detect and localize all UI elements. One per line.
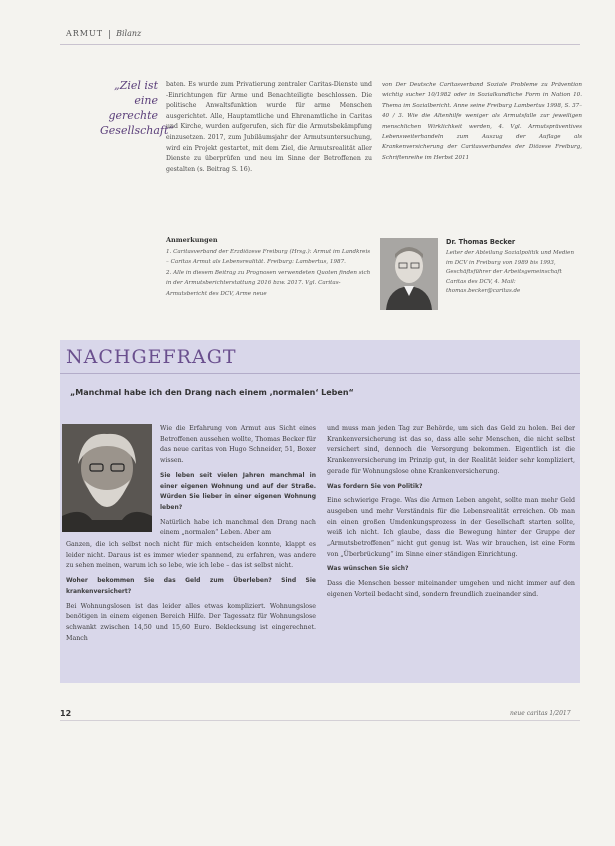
notes-title: Anmerkungen xyxy=(166,236,218,244)
footer-rule xyxy=(60,720,580,721)
answer-3: Eine schwierige Frage. Was die Armen Leben angeht, sollte man mehr Geld ausgeben und mehr Verständnis für die Lebensrealität erreichen. Ob man ein einen großen Umdenkungsprozess in der Gesellschaft starten sollte, weiß ich nicht. Ich glaube, dass die Bewegung hinter der Gruppe der „Armutsbetroffenen“ nicht gut genug ist. Was wir brauchen, ist eine Form von „Überbrückung“ im Sinne einer ständigen Einrichtung. xyxy=(327,497,575,558)
answer-1a: Natürlich habe ich manchmal den Drang nach einem „normalen“ Leben. Aber am xyxy=(160,518,316,537)
interview-column-1 xyxy=(160,424,316,543)
answer-4: Dass die Menschen besser miteinander umgehen und nicht immer auf den eigenen Vorteil bedacht sind, sondern freundlich zueinander sind. xyxy=(327,580,575,598)
author-bio: Leiter der Abteilung Sozialpolitik und Medien im DCV in Freiburg von 1989 bis 1993, Geschäftsführer der Arbeitsgemeinschaft Caritas des DCV, 4. Mail: thomas.becker@caritas.de xyxy=(446,250,574,295)
notes-list xyxy=(166,247,372,299)
article-text-2: von Der Deutsche Caritasverband Soziale Probleme zu Prävention wichtig sucher 10/1982 oder in Sozialkundliche Form in Nation 10. Thema im Sozialbericht. Anne seine Freiburg Lambertus 1998, S. 37–40 / 3. Wie die Altenhilfe weniger als Armutsfalle zur jeweiligen menschlichen Wirklichkeit werden, 4. Vgl. Armutspräventives Lebensweiterhandeln zum Auszug der Auflage als Krankenversicherung der Caritasverbandes der Diözese Freiburg, Schriftenreihe im Herbst 2011 xyxy=(382,82,582,161)
question-4: Was wünschen Sie sich? xyxy=(327,565,409,573)
answer-2: Bei Wohnungslosen ist das leider alles etwas kompliziert. Wohnungslose benötigen in einem eigenen Bereich Hilfe. Der Tagessatz für Wohnungslose schwankt zwischen 14,50 und 15,60 Euro. Beklecksung ist eingerechnet. Manch xyxy=(66,602,316,642)
interview-heading: „Manchmal habe ich den Drang nach einem ‚normalen‘ Leben“ xyxy=(70,388,354,397)
interview-column-1-lower xyxy=(66,540,316,648)
running-header xyxy=(66,29,141,39)
author-name: Dr. Thomas Becker xyxy=(446,238,516,246)
interviewee-photo xyxy=(62,424,152,532)
interview-intro: Wie die Erfahrung von Armut aus Sicht eines Betroffenen aussehen wollte, Thomas Becker für das neue caritas von Hugo Schneider, 51, Boxer wissen. xyxy=(160,425,316,465)
header-rule xyxy=(60,44,580,45)
answer-2-continued: und muss man jeden Tag zur Behörde, um sich das Geld zu holen. Bei der Krankenversicherung ist das so, dass alle sehr Menschen, die nicht selbst versichert sind, dennoch die Versorgung bekommen. Eigentlich ist die Krankenversicherung im Prinzip gut, in der Realität leider sehr kompliziert, gerade für Wohnungslose ohne Krankenversicherung. xyxy=(327,425,575,475)
question-1: Sie leben seit vielen Jahren manchmal in einer eigenen Wohnung und auf der Straße. Würden Sie lieber in einer eigenen Wohnung leben? xyxy=(160,471,316,511)
author-photo xyxy=(380,238,438,310)
note-item: 2. Alle in diesem Beitrag zu Prognosen verwendeten Quoten finden sich in der Armutsberichterstattung 2016 bzw. 2017. Vgl. Caritas-Armutsbericht des DCV, Arme neue xyxy=(166,269,371,297)
question-3: Was fordern Sie von Politik? xyxy=(327,482,423,490)
author-portrait-image xyxy=(380,238,438,310)
pull-quote: „Ziel ist eine gerechte Gesellschaft“ xyxy=(100,79,175,137)
question-2: Woher bekommen Sie das Geld zum Überleben? Sind Sie krankenversichert? xyxy=(66,577,316,595)
section-label: ARMUT xyxy=(66,29,104,38)
note-item: 1. Caritasverband der Erzdiözese Freiburg (Hrsg.): Armut im Landkreis – Caritas Armut als Lebensrealität. Freiburg: Lambertus, 1987. xyxy=(166,249,371,266)
footer-publication: neue caritas 1/2017 xyxy=(510,710,571,717)
box-title-rule xyxy=(60,373,580,374)
interview-column-2 xyxy=(327,424,575,605)
article-column-1 xyxy=(166,80,372,175)
interviewee-portrait-image xyxy=(62,424,152,532)
article-column-2 xyxy=(382,80,582,163)
page-number: 12 xyxy=(60,709,72,718)
box-title: NACHGEFRAGT xyxy=(66,346,237,368)
subsection-label: Bilanz xyxy=(116,29,142,38)
article-text-1: baten. Es wurde zum Privatierung zentraler Caritas-Dienste und -Einrichtungen für Arme und Benachteiligte beschlossen. Die politische Anwaltsfunktion wurde für arme Menschen ausgerichtet. Alle, Hauptamtliche und Ehrenamtliche in Caritas und Kirche, wurden aufgerufen, sich für die Armutsbekämpfung einzusetzen. 2017, zum Jubiläumsjahr der Armutsuntersuchung, wird ein Projekt gestartet, mit dem Ziel, die Armutsrealität aller Dienste zu überprüfen und neu im Sinne der Betroffenen zu gestalten (s. Beitrag S. 16). xyxy=(166,81,372,173)
answer-1b: Ganzen, die ich selbst noch nicht für mich entscheiden konnte, klappt es leider nicht. Daraus ist es immer wieder spannend, zu erfahren, was andere zu sehen meinen, warum ich so lebe, wie ich lebe – das ist selbst nicht. xyxy=(66,541,316,570)
